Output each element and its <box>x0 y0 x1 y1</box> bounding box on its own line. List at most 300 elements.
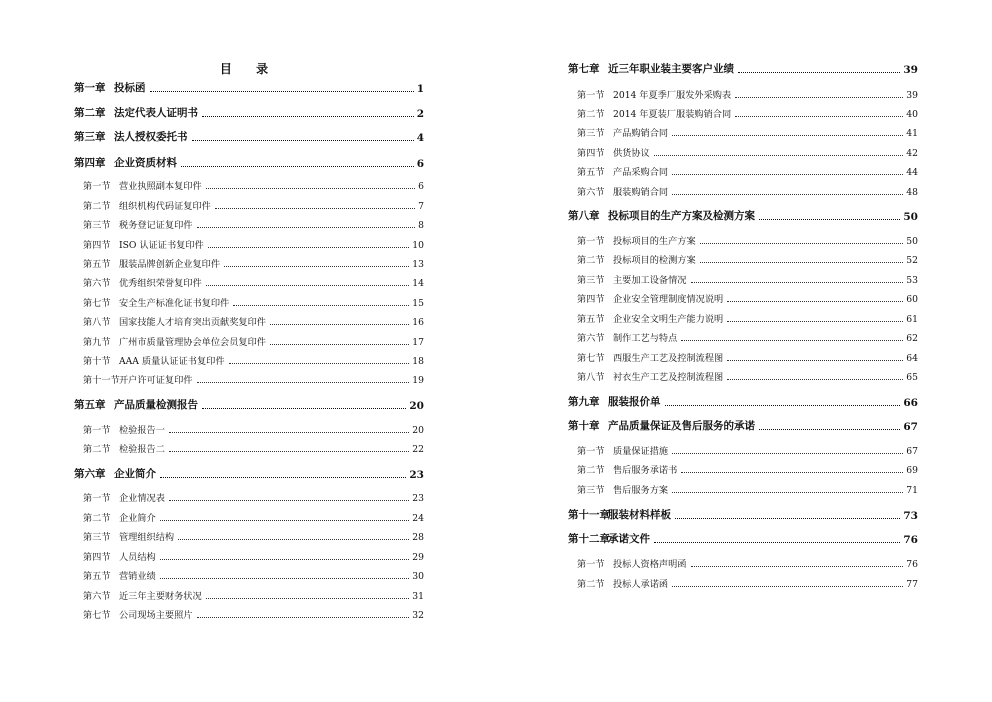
toc-entry-number: 第二节 <box>577 465 605 476</box>
toc-entry-title: 管理组织结构 <box>119 532 175 543</box>
toc-entry-title: 公司现场主要照片 <box>119 610 193 621</box>
toc-entry-title: 产品采购合同 <box>613 167 669 178</box>
dot-leader <box>665 405 901 406</box>
toc-entry-number: 第七节 <box>577 353 605 364</box>
toc-entry-title: 企业情况表 <box>119 493 165 504</box>
toc-entry-number: 第二节 <box>83 444 111 455</box>
toc-entry-title: 服装材料样板 <box>608 509 671 521</box>
toc-page-number: 66 <box>903 397 918 409</box>
toc-entry-number: 第八章 <box>568 210 600 222</box>
dot-leader <box>197 382 410 383</box>
dot-leader <box>759 219 900 220</box>
toc-entry-title: 企业简介 <box>119 513 156 524</box>
toc-entry-title: 安全生产标准化证书复印件 <box>119 298 230 309</box>
dot-leader <box>691 282 904 283</box>
toc-entry-label <box>74 155 177 170</box>
toc-page-number: 2 <box>416 108 424 120</box>
toc-entry-number: 第四节 <box>577 148 605 159</box>
dot-leader <box>672 586 903 587</box>
toc-entry-title: 产品质量检测报告 <box>114 399 198 411</box>
dot-leader <box>206 285 410 286</box>
toc-page-number: 60 <box>906 294 918 305</box>
dot-leader <box>672 492 903 493</box>
toc-entry-label <box>74 80 146 95</box>
dot-leader <box>202 116 414 117</box>
toc-page-number: 20 <box>412 425 424 436</box>
dot-leader <box>270 324 409 325</box>
toc-page-number: 29 <box>412 552 424 563</box>
toc-section-entry[interactable] <box>568 272 918 286</box>
toc-entry-number: 第七节 <box>83 610 111 621</box>
toc-entry-title: 投标项目的生产方案 <box>613 236 696 247</box>
toc-entry-title: 近三年职业装主要客户业绩 <box>608 63 734 75</box>
toc-chapter-entry[interactable] <box>568 419 918 433</box>
toc-entry-title: 投标项目的生产方案及检测方案 <box>608 210 755 222</box>
toc-entry-title: 西服生产工艺及控制流程图 <box>613 353 724 364</box>
toc-entry-number: 第五节 <box>83 259 111 270</box>
toc-entry-label <box>568 531 650 546</box>
toc-section-entry[interactable] <box>568 556 918 570</box>
toc-page-number: 32 <box>412 610 424 621</box>
toc-entry-number: 第一章 <box>74 82 106 94</box>
dot-leader <box>759 429 900 430</box>
toc-entry-number: 第八节 <box>577 372 605 383</box>
toc-entry-number: 第三节 <box>83 532 111 543</box>
dot-leader <box>735 116 903 117</box>
dot-leader <box>738 72 900 73</box>
toc-chapter-entry[interactable] <box>74 156 424 170</box>
toc-entry-number: 第五节 <box>83 571 111 582</box>
dot-leader <box>160 578 410 579</box>
toc-chapter-entry[interactable] <box>74 81 424 95</box>
dot-leader <box>197 227 416 228</box>
toc-section-entry[interactable] <box>568 87 918 101</box>
toc-entry-title: 检验报告一 <box>119 425 165 436</box>
toc-entry-label <box>577 87 731 101</box>
toc-page-number: 17 <box>412 337 424 348</box>
toc-entry-title: 国家技能人才培育突出贡献奖复印件 <box>119 317 266 328</box>
toc-chapter-entry[interactable] <box>74 106 424 120</box>
toc-section-entry[interactable] <box>74 422 424 436</box>
toc-entry-label <box>577 556 687 570</box>
dot-leader <box>192 140 414 141</box>
toc-entry-label <box>83 198 211 212</box>
toc-page-number: 18 <box>412 356 424 367</box>
toc-page-number: 16 <box>412 317 424 328</box>
toc-entry-title: 衬衣生产工艺及控制流程图 <box>613 372 724 383</box>
toc-entry-label <box>577 184 668 198</box>
toc-page-number: 62 <box>906 333 918 344</box>
toc-entry-number: 第一节 <box>577 90 605 101</box>
toc-entry-label <box>577 272 687 286</box>
toc-entry-number: 第十章 <box>568 420 600 432</box>
toc-section-entry[interactable] <box>74 256 424 270</box>
dot-leader <box>169 500 409 501</box>
toc-entry-title: 企业资质材料 <box>114 157 177 169</box>
toc-entry-label <box>577 350 723 364</box>
dot-leader <box>735 97 903 98</box>
dot-leader <box>727 379 903 380</box>
toc-entry-label <box>83 490 165 504</box>
toc-entry-label <box>83 334 266 348</box>
dot-leader <box>224 266 409 267</box>
toc-page-number: 39 <box>906 90 918 101</box>
toc-section-entry[interactable] <box>74 295 424 309</box>
dot-leader <box>675 518 900 519</box>
dot-leader <box>215 208 415 209</box>
toc-entry-label <box>83 422 165 436</box>
dot-leader <box>681 472 903 473</box>
toc-section-entry[interactable] <box>568 106 918 120</box>
toc-section-entry[interactable] <box>74 353 424 367</box>
toc-entry-title: 企业安全管理制度情况说明 <box>613 294 724 305</box>
toc-entry-label <box>83 314 266 328</box>
toc-section-entry[interactable] <box>74 510 424 524</box>
toc-page-number: 73 <box>903 510 918 522</box>
toc-entry-title: 产品质量保证及售后服务的承诺 <box>608 420 755 432</box>
toc-chapter-entry[interactable] <box>568 532 918 546</box>
toc-entry-label <box>577 443 668 457</box>
toc-page-number: 39 <box>903 64 918 76</box>
toc-section-entry[interactable] <box>74 217 424 231</box>
dot-leader <box>672 194 903 195</box>
toc-chapter-entry[interactable] <box>568 209 918 223</box>
toc-entry-label <box>577 330 677 344</box>
dot-leader <box>178 539 409 540</box>
toc-entry-label <box>83 295 229 309</box>
toc-section-entry[interactable] <box>74 178 424 192</box>
toc-entry-title: 质量保证措施 <box>613 446 669 457</box>
toc-entry-label <box>83 549 156 563</box>
toc-page-number: 23 <box>412 493 424 504</box>
toc-section-entry[interactable] <box>74 529 424 543</box>
toc-page-number: 69 <box>906 465 918 476</box>
toc-entry-number: 第十节 <box>83 356 111 367</box>
toc-entry-title: 服装品牌创新企业复印件 <box>119 259 221 270</box>
dot-leader <box>208 247 410 248</box>
toc-section-entry[interactable] <box>568 482 918 496</box>
dot-leader <box>700 262 904 263</box>
toc-entry-label <box>83 237 204 251</box>
toc-section-entry[interactable] <box>568 576 918 590</box>
toc-section-entry[interactable] <box>74 490 424 504</box>
toc-entry-title: 售后服务承诺书 <box>613 465 678 476</box>
toc-entry-label <box>577 482 668 496</box>
toc-page-number: 67 <box>906 446 918 457</box>
dot-leader <box>654 542 900 543</box>
toc-chapter-entry[interactable] <box>74 467 424 481</box>
toc-page-number: 28 <box>412 532 424 543</box>
toc-entry-number: 第二节 <box>577 109 605 120</box>
toc-section-entry[interactable] <box>568 145 918 159</box>
toc-page-number: 23 <box>409 469 424 481</box>
toc-entry-label <box>577 291 723 305</box>
toc-entry-number: 第二节 <box>83 513 111 524</box>
toc-page-number: 22 <box>412 444 424 455</box>
toc-entry-number: 第一节 <box>577 236 605 247</box>
toc-section-entry[interactable] <box>74 198 424 212</box>
toc-entry-title: ISO 认证证书复印件 <box>119 240 204 251</box>
dot-leader <box>727 360 903 361</box>
toc-entry-number: 第六章 <box>74 468 106 480</box>
toc-entry-number: 第九章 <box>568 396 600 408</box>
dot-leader <box>202 408 406 409</box>
toc-entry-title: 产品购销合同 <box>613 128 669 139</box>
dot-leader <box>150 91 414 92</box>
toc-entry-title: 营销业绩 <box>119 571 156 582</box>
toc-section-entry[interactable] <box>74 275 424 289</box>
toc-title: 目 录 <box>219 62 279 76</box>
toc-entry-label <box>568 507 671 522</box>
toc-page-number: 7 <box>418 201 424 212</box>
toc-page-number: 19 <box>412 375 424 386</box>
toc-page-number: 15 <box>412 298 424 309</box>
toc-entry-number: 第六节 <box>577 187 605 198</box>
toc-section-entry[interactable] <box>568 330 918 344</box>
toc-section-entry[interactable] <box>568 252 918 266</box>
toc-entry-title: 投标人资格声明函 <box>613 559 687 570</box>
toc-page-number: 41 <box>906 128 918 139</box>
dot-leader <box>681 340 903 341</box>
toc-entry-number: 第五章 <box>74 399 106 411</box>
toc-chapter-entry[interactable] <box>568 395 918 409</box>
toc-section-entry[interactable] <box>74 334 424 348</box>
dot-leader <box>727 301 903 302</box>
toc-page-number: 77 <box>906 579 918 590</box>
toc-entry-title: 税务登记证复印件 <box>119 220 193 231</box>
toc-entry-number: 第三节 <box>83 220 111 231</box>
toc-entry-label <box>74 397 198 412</box>
toc-entry-number: 第四节 <box>577 294 605 305</box>
toc-entry-label <box>577 125 668 139</box>
toc-chapter-entry[interactable] <box>74 130 424 144</box>
toc-entry-number: 第四章 <box>74 157 106 169</box>
toc-entry-number: 第六节 <box>577 333 605 344</box>
dot-leader <box>233 305 409 306</box>
toc-entry-label <box>83 510 156 524</box>
toc-section-entry[interactable] <box>74 607 424 621</box>
toc-entry-number: 第二节 <box>83 201 111 212</box>
toc-entry-title: 优秀组织荣誉复印件 <box>119 278 202 289</box>
toc-section-entry[interactable] <box>568 350 918 364</box>
toc-page-number: 20 <box>409 400 424 412</box>
dot-leader <box>169 451 409 452</box>
toc-entry-title: 广州市质量管理协会单位会员复印件 <box>119 337 266 348</box>
dot-leader <box>700 243 904 244</box>
toc-page-number: 64 <box>906 353 918 364</box>
toc-entry-title: 人员结构 <box>119 552 156 563</box>
toc-entry-label <box>577 145 650 159</box>
dot-leader <box>270 344 409 345</box>
toc-entry-label <box>577 106 731 120</box>
dot-leader <box>654 155 904 156</box>
toc-entry-number: 第三节 <box>577 275 605 286</box>
toc-entry-number: 第十二章 <box>568 533 610 545</box>
toc-section-entry[interactable] <box>568 233 918 247</box>
toc-section-entry[interactable] <box>74 549 424 563</box>
toc-entry-number: 第一节 <box>577 559 605 570</box>
toc-entry-number: 第三章 <box>74 131 106 143</box>
toc-section-entry[interactable] <box>74 314 424 328</box>
toc-section-entry[interactable] <box>568 311 918 325</box>
toc-section-entry[interactable] <box>568 443 918 457</box>
toc-entry-title: 法定代表人证明书 <box>114 107 198 119</box>
toc-page-number: 8 <box>418 220 424 231</box>
toc-entry-number: 第七章 <box>568 63 600 75</box>
toc-entry-title: 服装购销合同 <box>613 187 669 198</box>
toc-page-number: 6 <box>416 158 424 170</box>
toc-entry-label <box>577 462 677 476</box>
toc-entry-title: 营业执照副本复印件 <box>119 181 202 192</box>
toc-entry-label <box>577 164 668 178</box>
toc-entry-label <box>83 372 193 386</box>
toc-chapter-entry[interactable] <box>74 398 424 412</box>
toc-entry-label <box>568 208 755 223</box>
toc-entry-label <box>83 178 202 192</box>
toc-entry-title: 投标项目的检测方案 <box>613 255 696 266</box>
toc-entry-number: 第六节 <box>83 278 111 289</box>
toc-entry-title: 企业简介 <box>114 468 156 480</box>
toc-entry-number: 第十一节 <box>83 375 120 386</box>
toc-page-number: 14 <box>412 278 424 289</box>
toc-entry-title: 2014 年夏季厂服发外采购表 <box>613 90 732 101</box>
toc-entry-number: 第一节 <box>83 425 111 436</box>
toc-entry-label <box>568 394 661 409</box>
toc-section-entry[interactable] <box>568 369 918 383</box>
toc-entry-title: 企业安全文明生产能力说明 <box>613 314 724 325</box>
dot-leader <box>672 453 903 454</box>
dot-leader <box>160 520 410 521</box>
toc-entry-label <box>577 369 723 383</box>
toc-entry-label <box>83 256 220 270</box>
toc-entry-label <box>74 129 188 144</box>
toc-entry-label <box>577 252 696 266</box>
toc-entry-number: 第七节 <box>83 298 111 309</box>
dot-leader <box>160 477 406 478</box>
toc-section-entry[interactable] <box>568 291 918 305</box>
toc-page-number: 44 <box>906 167 918 178</box>
toc-entry-label <box>83 568 156 582</box>
toc-page-number: 76 <box>906 559 918 570</box>
toc-entry-number: 第一节 <box>83 493 111 504</box>
toc-entry-title: AAA 质量认证证书复印件 <box>119 356 225 367</box>
toc-page-number: 31 <box>412 591 424 602</box>
dot-leader <box>181 166 414 167</box>
toc-entry-number: 第三节 <box>577 128 605 139</box>
toc-entry-title: 主要加工设备情况 <box>613 275 687 286</box>
toc-entry-number: 第二节 <box>577 579 605 590</box>
toc-entry-title: 投标函 <box>114 82 146 94</box>
toc-page-number: 76 <box>903 534 918 546</box>
dot-leader <box>169 432 409 433</box>
toc-section-entry[interactable] <box>74 372 424 386</box>
toc-page-number: 42 <box>906 148 918 159</box>
toc-entry-number: 第一节 <box>83 181 111 192</box>
toc-entry-title: 供货协议 <box>613 148 650 159</box>
dot-leader <box>691 566 904 567</box>
toc-entry-number: 第三节 <box>577 485 605 496</box>
toc-section-entry[interactable] <box>568 164 918 178</box>
toc-page-number: 40 <box>906 109 918 120</box>
toc-page-number: 48 <box>906 187 918 198</box>
toc-entry-label <box>83 353 225 367</box>
toc-entry-number: 第四节 <box>83 240 111 251</box>
toc-entry-title: 检验报告二 <box>119 444 165 455</box>
toc-entry-number: 第一节 <box>577 446 605 457</box>
toc-section-entry[interactable] <box>568 462 918 476</box>
dot-leader <box>727 321 903 322</box>
toc-entry-title: 制作工艺与特点 <box>613 333 678 344</box>
toc-entry-number: 第五节 <box>577 167 605 178</box>
toc-entry-label <box>74 105 198 120</box>
toc-section-entry[interactable] <box>568 184 918 198</box>
toc-page-number: 50 <box>903 211 918 223</box>
toc-page-number: 50 <box>906 236 918 247</box>
dot-leader <box>197 617 410 618</box>
toc-entry-title: 服装报价单 <box>608 396 661 408</box>
toc-entry-label <box>577 233 696 247</box>
toc-entry-label <box>83 529 174 543</box>
toc-entry-label <box>83 217 193 231</box>
toc-section-entry[interactable] <box>568 125 918 139</box>
dot-leader <box>206 598 410 599</box>
toc-entry-label <box>83 441 165 455</box>
toc-entry-number: 第九节 <box>83 337 111 348</box>
toc-entry-label <box>74 466 156 481</box>
toc-entry-number: 第十一章 <box>568 509 610 521</box>
toc-entry-label <box>83 607 193 621</box>
toc-page-number: 24 <box>412 513 424 524</box>
toc-section-entry[interactable] <box>74 588 424 602</box>
toc-section-entry[interactable] <box>74 441 424 455</box>
toc-entry-label <box>577 311 723 325</box>
toc-entry-title: 近三年主要财务状况 <box>119 591 202 602</box>
toc-section-entry[interactable] <box>74 568 424 582</box>
toc-page-number: 67 <box>903 421 918 433</box>
dot-leader <box>229 363 410 364</box>
toc-page-number: 65 <box>906 372 918 383</box>
toc-chapter-entry[interactable] <box>568 508 918 522</box>
toc-entry-number: 第二节 <box>577 255 605 266</box>
dot-leader <box>672 135 903 136</box>
toc-page-number: 6 <box>418 181 424 192</box>
toc-page-number: 10 <box>412 240 424 251</box>
toc-chapter-entry[interactable] <box>568 62 918 76</box>
toc-page-number: 52 <box>906 255 918 266</box>
toc-entry-label <box>577 576 668 590</box>
toc-entry-title: 售后服务方案 <box>613 485 669 496</box>
toc-entry-title: 组织机构代码证复印件 <box>119 201 211 212</box>
toc-page-number: 1 <box>416 83 424 95</box>
toc-page-number: 4 <box>416 132 424 144</box>
toc-entry-number: 第四节 <box>83 552 111 563</box>
toc-entry-number: 第六节 <box>83 591 111 602</box>
toc-entry-title: 开户许可证复印件 <box>119 375 193 386</box>
toc-entry-number: 第二章 <box>74 107 106 119</box>
toc-page-number: 30 <box>412 571 424 582</box>
toc-page-number: 71 <box>906 485 918 496</box>
dot-leader <box>160 559 410 560</box>
toc-entry-title: 法人授权委托书 <box>114 131 188 143</box>
toc-section-entry[interactable] <box>74 237 424 251</box>
toc-entry-label <box>568 61 734 76</box>
toc-page-number: 53 <box>906 275 918 286</box>
toc-entry-label <box>83 275 202 289</box>
toc-page-number: 61 <box>906 314 918 325</box>
toc-entry-label <box>568 418 755 433</box>
toc-entry-title: 2014 年夏装厂服装购销合同 <box>613 109 732 120</box>
toc-entry-number: 第八节 <box>83 317 111 328</box>
